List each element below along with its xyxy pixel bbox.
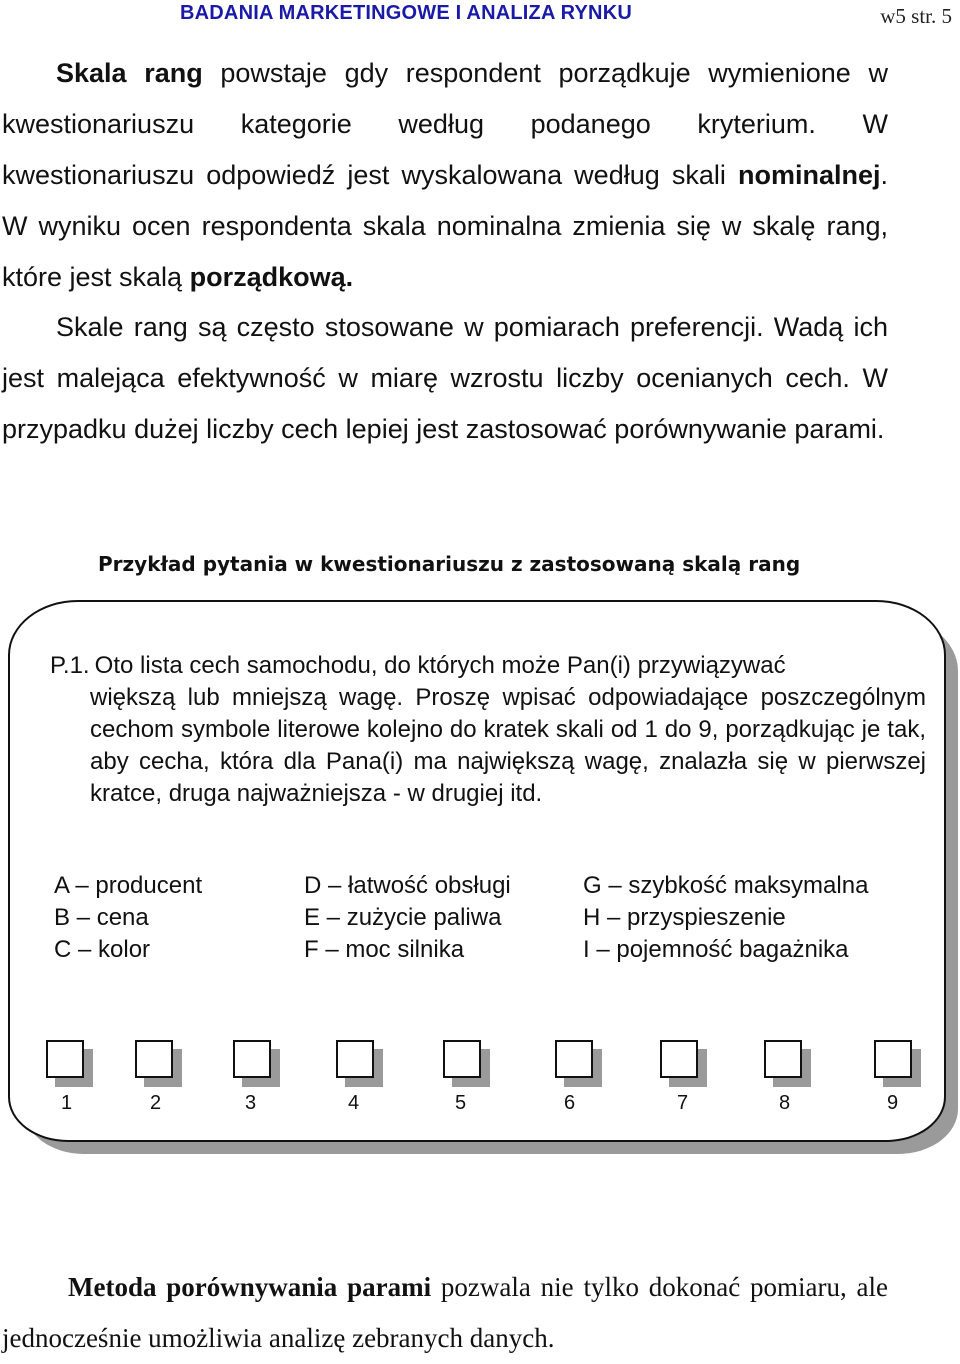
- paragraph-paired-comparison: [2, 1262, 888, 1364]
- page-number: w5 str. 5: [880, 4, 952, 28]
- rank-number-1: 1: [61, 1092, 73, 1114]
- feature-b: B – cena: [54, 904, 149, 931]
- rank-number-2: 2: [150, 1092, 162, 1114]
- features-column-3: [583, 870, 868, 966]
- feature-f: F – moc silnika: [304, 936, 465, 963]
- para3-text: pozwala nie tylko dokonać pomiaru, ale jednocześnie umożliwia analizę zebranych danych.: [2, 1272, 889, 1353]
- feature-i: I – pojemność bagażnika: [583, 936, 849, 963]
- rank-number-3: 3: [245, 1092, 257, 1114]
- rank-box-6[interactable]: [555, 1040, 593, 1078]
- rank-box-4[interactable]: [336, 1040, 374, 1078]
- rank-number-6: 6: [564, 1092, 576, 1114]
- feature-g: G – szybkość maksymalna: [583, 872, 869, 899]
- para1-text1: powstaje gdy respondent porządkuje wymienione w kwestionariuszu kategorie według podanego kryterium. W kwestionariuszu odpowiedź jest wyskalowana według skali: [2, 58, 888, 190]
- rank-box-8[interactable]: [764, 1040, 802, 1078]
- rank-box-1[interactable]: [46, 1040, 84, 1078]
- para1-text2: . W wyniku ocen respondenta skala nominalna zmienia się w skalę rang, które jest skalą: [2, 160, 888, 292]
- rank-number-5: 5: [455, 1092, 467, 1114]
- feature-a: A – producent: [54, 872, 203, 899]
- para2-text: Skale rang są często stosowane w pomiarach preferencji. Wadą ich jest malejąca efektywność w miarę wzrostu liczby ocenianych cech. W przypadku dużej liczby cech lepiej jest zastosować porównywanie parami.: [2, 312, 888, 444]
- paragraph-preferences: [2, 302, 888, 455]
- rank-box-2[interactable]: [135, 1040, 173, 1078]
- features-column-1: [54, 870, 202, 966]
- question-body: większą lub mniejszą wagę. Proszę wpisać odpowiadające poszczególnym cechom symbole literowe kolejno do kratek skali od 1 do 9, porządkując je tak, aby cecha, która dla Pana(i) ma największą wagę, znalazła się w pierwszej kratce, druga najważniejsza - w drugiej itd.: [90, 684, 926, 807]
- rank-number-4: 4: [348, 1092, 360, 1114]
- feature-e: E – zużycie paliwa: [304, 904, 502, 931]
- example-caption: Przykład pytania w kwestionariuszu z zastosowaną skalą rang: [98, 552, 801, 576]
- term-porzadkowa: porządkową.: [189, 262, 354, 292]
- rank-box-7[interactable]: [660, 1040, 698, 1078]
- term-metoda-porownywania: Metoda porównywania parami: [68, 1272, 432, 1302]
- features-column-2: [304, 870, 511, 966]
- rank-box-3[interactable]: [233, 1040, 271, 1078]
- term-skala-rang: Skala rang: [56, 58, 203, 88]
- rank-number-8: 8: [779, 1092, 791, 1114]
- rank-number-7: 7: [677, 1092, 689, 1114]
- feature-h: H – przyspieszenie: [583, 904, 786, 931]
- feature-c: C – kolor: [54, 936, 151, 963]
- term-nominalnej: nominalnej: [737, 160, 881, 190]
- paragraph-skala-rang: [2, 48, 888, 303]
- header-title: BADANIA MARKETINGOWE I ANALIZA RYNKU: [180, 2, 632, 24]
- feature-d: D – łatwość obsługi: [304, 872, 511, 899]
- question-number: P.1.: [50, 652, 90, 679]
- rank-box-5[interactable]: [443, 1040, 481, 1078]
- rank-number-9: 9: [887, 1092, 899, 1114]
- question-first-line: Oto lista cech samochodu, do których może Pan(i) przywiązywać: [94, 652, 786, 679]
- question-text: [50, 650, 926, 810]
- rank-box-9[interactable]: [874, 1040, 912, 1078]
